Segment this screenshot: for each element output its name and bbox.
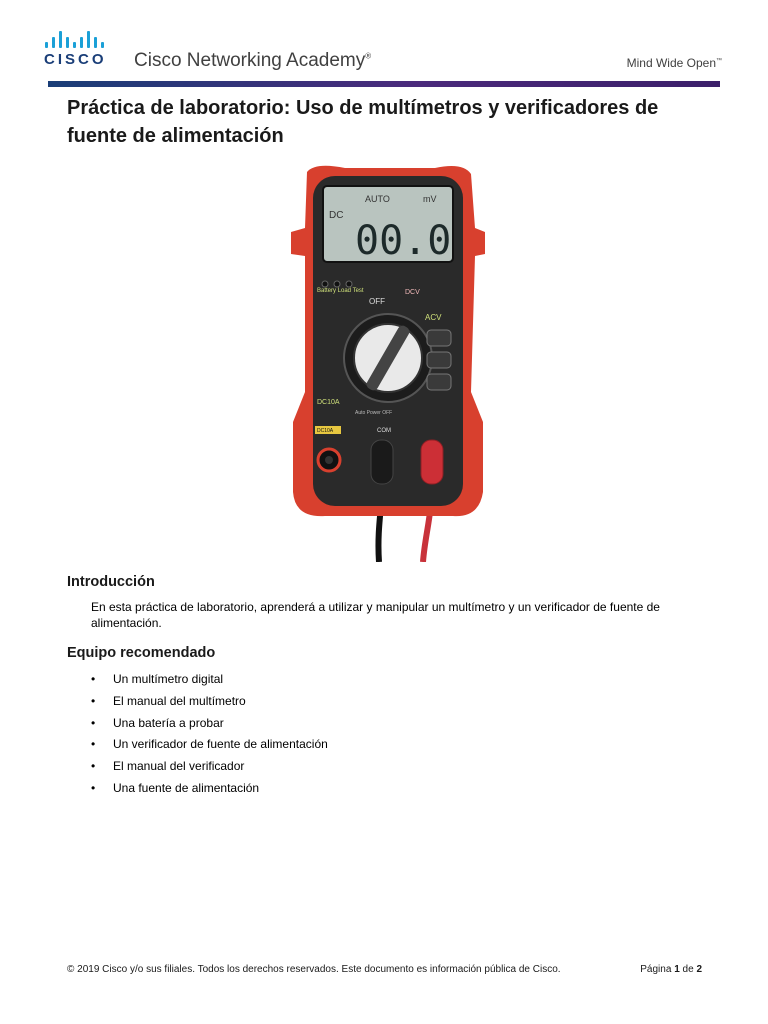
bullet-icon: •: [91, 715, 96, 730]
jack-com-label: COM: [377, 428, 391, 434]
intro-text: En esta práctica de laboratorio, aprenderá a utilizar y manipular un multímetro y un verificador de fuente de alimentación.: [91, 600, 660, 630]
bullet-icon: •: [91, 737, 96, 752]
cisco-bars-icon: [45, 30, 116, 48]
cisco-logo: [44, 30, 116, 72]
bullet-icon: •: [91, 780, 96, 795]
academy-name: [134, 50, 371, 72]
list-item-text: El manual del multímetro: [113, 693, 246, 708]
list-item: [91, 737, 328, 759]
list-item: [91, 694, 328, 716]
page-of: de: [682, 964, 694, 975]
list-item: [91, 716, 328, 738]
list-item-text: Una fuente de alimentación: [113, 780, 260, 795]
list-item-text: Una batería a probar: [113, 715, 224, 730]
equipment-heading: Equipo recomendado: [67, 645, 216, 661]
tagline-text: Mind Wide Open: [626, 56, 716, 70]
lcd-auto-label: AUTO: [365, 194, 390, 204]
jack-dc10a-label: DC10A: [317, 428, 334, 434]
dial-dcv-label: DCV: [405, 289, 420, 296]
page-header: [0, 0, 768, 90]
equipment-list: [91, 672, 328, 803]
page-word: Página: [640, 964, 672, 975]
multimeter-photo: [285, 162, 490, 562]
header-divider-bar: [48, 81, 720, 87]
document-title: Práctica de laboratorio: Uso de multímetros y verificadores de fuente de alimentación: [67, 97, 659, 147]
tagline: [627, 56, 722, 70]
academy-name-text: Cisco Networking Academy: [134, 50, 366, 71]
intro-heading: Introducción: [67, 574, 155, 590]
trademark-mark: ™: [716, 58, 722, 64]
list-item: [91, 759, 328, 781]
list-item: [91, 781, 328, 803]
list-item-text: El manual del verificador: [113, 759, 245, 774]
list-item: [91, 672, 328, 694]
registered-mark: ®: [365, 51, 372, 61]
dial-dc10a-label: DC10A: [317, 399, 340, 406]
dial-battery-label: Battery Load Test: [317, 288, 364, 294]
page-total: 2: [696, 964, 702, 975]
cisco-wordmark: CISCO: [44, 51, 107, 68]
dial-acv-label: ACV: [425, 313, 442, 322]
lcd-unit-label: mV: [423, 194, 437, 204]
list-item-text: Un multímetro digital: [113, 672, 224, 686]
dial-autopower-label: Auto Power OFF: [355, 410, 393, 416]
lcd-reading: 00.0: [355, 218, 452, 264]
list-item-text: Un verificador de fuente de alimentación: [113, 737, 328, 752]
footer-copyright: © 2019 Cisco y/o sus filiales. Todos los derechos reservados. Este documento es información pública de Cisco.: [67, 964, 561, 975]
bullet-icon: •: [91, 759, 96, 774]
bullet-icon: •: [91, 672, 96, 686]
bullet-icon: •: [91, 693, 96, 708]
dial-off-label: OFF: [369, 297, 385, 306]
page-current: 1: [674, 964, 680, 975]
footer-page-number: [640, 964, 702, 975]
lcd-mode-label: DC: [329, 210, 344, 221]
